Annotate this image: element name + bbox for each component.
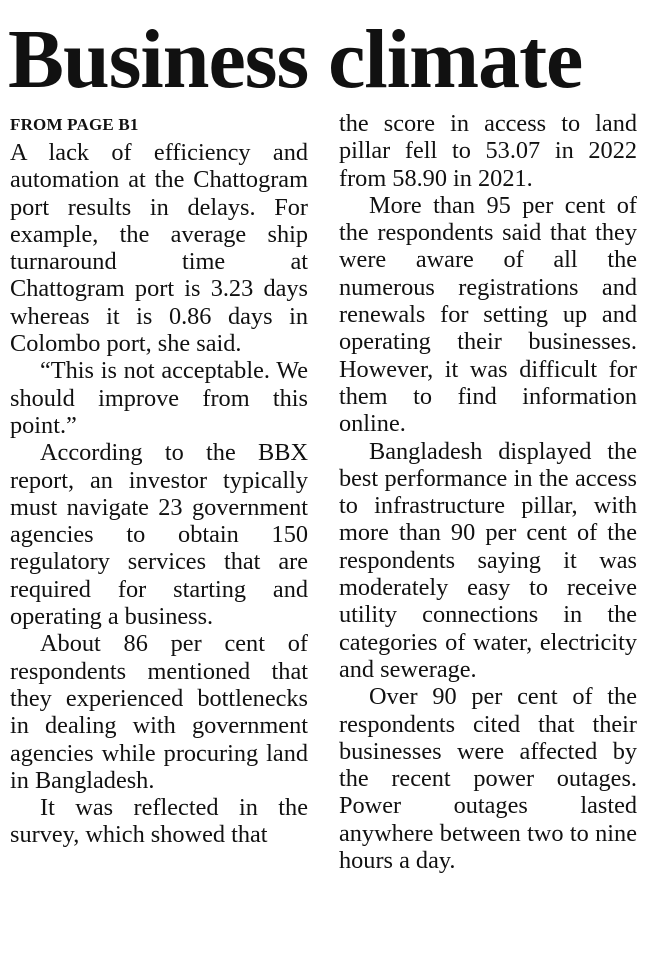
- paragraph-registrations: More than 95 per cent of the respondents said that they were aware of all the numerous registrations and renewals for setting up and operating their businesses. However, it was difficult for them to find information online.: [339, 191, 637, 438]
- headline: Business climate: [8, 13, 583, 106]
- paragraph-land-score: the score in access to land pillar fell to 53.07 in 2022 from 58.90 in 2021.: [339, 110, 637, 192]
- left-column: [10, 111, 308, 849]
- paragraph-survey-start: It was reflected in the survey, which showed that: [10, 794, 308, 849]
- right-column: [339, 110, 637, 874]
- paragraph-land-bottlenecks: About 86 per cent of respondents mentioned that they experienced bottlenecks in dealing with government agencies while procuring land in Bangladesh.: [10, 630, 308, 794]
- paragraph-infrastructure: Bangladesh displayed the best performance in the access to infrastructure pillar, with more than 90 per cent of the respondents saying it was moderately easy to receive utility connections in the categories of water, electricity and sewerage.: [339, 437, 637, 683]
- paragraph-bbx-report: According to the BBX report, an investor typically must navigate 23 government agencies to obtain 150 regulatory services that are required for starting and operating a business.: [10, 439, 308, 631]
- paragraph-quote: “This is not acceptable. We should improve from this point.”: [10, 357, 308, 439]
- kicker-from-page: FROM PAGE B1: [10, 115, 139, 134]
- paragraph-power-outages: Over 90 per cent of the respondents cited that their businesses were affected by the recent power outages. Power outages lasted anywhere between two to nine hours a day.: [339, 683, 637, 875]
- paragraph-port-delays: A lack of efficiency and automation at the Chattogram port results in delays. For example, the average ship turnaround time at Chattogram port is 3.23 days whereas it is 0.86 days in Colombo port, she said.: [10, 139, 308, 358]
